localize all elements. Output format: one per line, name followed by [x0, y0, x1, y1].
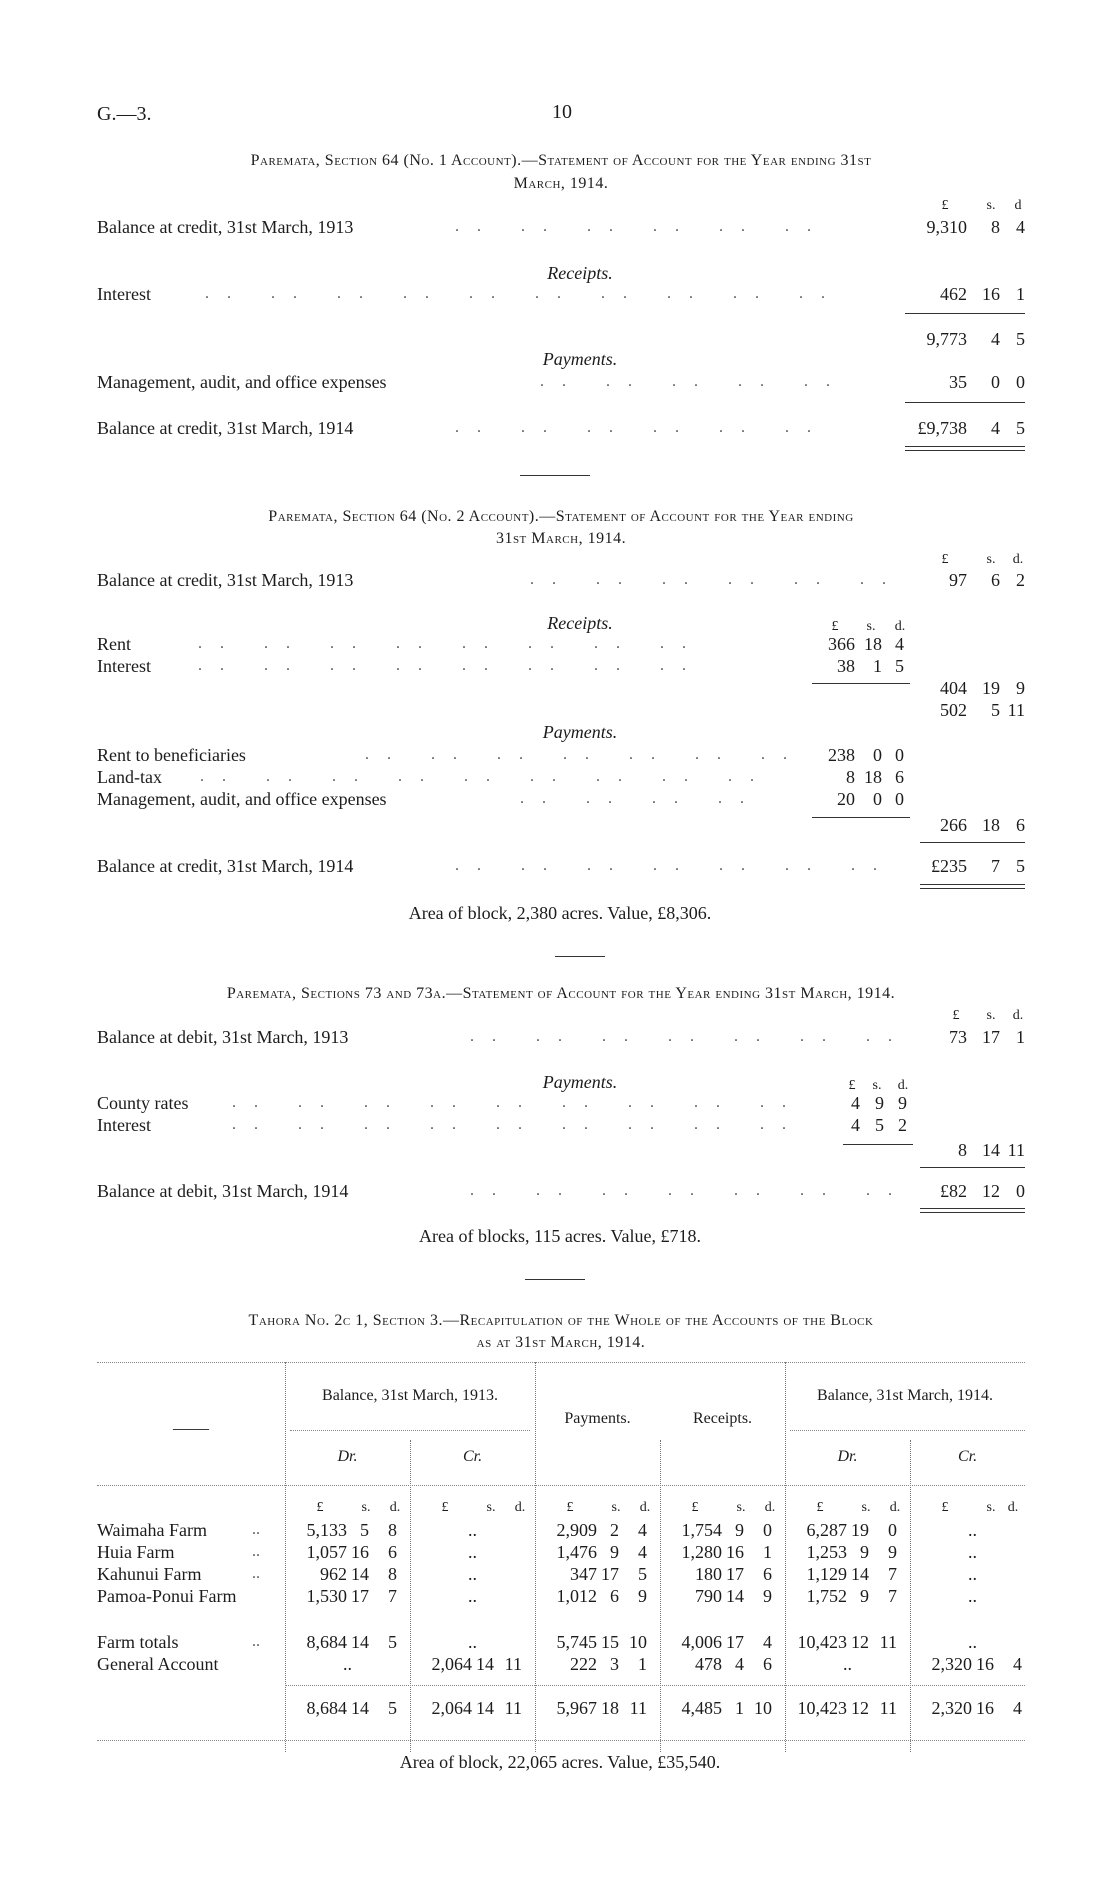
column-rule: [785, 1362, 786, 1752]
unit-shillings: s.: [611, 1500, 621, 1515]
cell-pounds: 962: [320, 1564, 347, 1584]
payments-total-pence: 11: [1007, 1140, 1025, 1160]
page-number: 10: [552, 101, 572, 123]
opening-balance-label: Balance at credit, 31st March, 1913: [97, 217, 354, 237]
cell-shillings: 9: [610, 1542, 619, 1562]
header-dr: Dr.: [837, 1448, 858, 1465]
unit-pence: d.: [639, 1500, 651, 1515]
total-shillings: 18: [601, 1698, 619, 1718]
sum-rule: [843, 1144, 913, 1145]
section-divider: [520, 475, 590, 476]
cell-pounds: 790: [695, 1586, 722, 1606]
cell-pence: 4: [1013, 1654, 1022, 1674]
page-reference: G.—3.: [97, 103, 152, 125]
cell-shillings: 14: [351, 1632, 369, 1652]
receipts-total-pence: 9: [1016, 678, 1025, 698]
receipts-heading: Receipts.: [547, 263, 613, 283]
amount-pence: 5: [895, 656, 904, 676]
area-value-note: Area of block, 22,065 acres. Value, £35,540.: [399, 1752, 721, 1772]
row-label: Farm totals: [97, 1632, 179, 1652]
sum-rule: [905, 402, 1025, 403]
cell-pence: 9: [638, 1586, 647, 1606]
cell-shillings: 9: [860, 1586, 869, 1606]
unit-shillings: s.: [486, 1500, 496, 1515]
empty-cell: ..: [968, 1564, 977, 1584]
unit-pence: d.: [389, 1500, 401, 1515]
amount-shillings: 16: [982, 284, 1000, 304]
unit-shillings: s.: [986, 1500, 996, 1515]
header-cr: Cr.: [957, 1448, 978, 1465]
payments-total-pence: 6: [1016, 815, 1025, 835]
header-cr: Cr.: [462, 1448, 483, 1465]
leader-dots: .. .. .. .. .. .. .. .. ..: [232, 1094, 804, 1111]
amount-pounds: 4: [851, 1093, 860, 1113]
leader-dots: .. .. .. .. .. .. .. .. .. ..: [205, 285, 843, 302]
section-divider: [555, 956, 605, 957]
empty-cell: ..: [843, 1654, 852, 1674]
cell-pounds: 478: [695, 1654, 722, 1674]
cell-pounds: 180: [695, 1564, 722, 1584]
total-pounds: 10,423: [797, 1698, 847, 1718]
amount-pounds: 9,310: [926, 217, 967, 237]
amount-shillings: 18: [864, 634, 882, 654]
amount-shillings: 5: [875, 1115, 884, 1135]
column-rule: [285, 1362, 286, 1752]
double-rule: [905, 450, 1025, 451]
opening-balance-label: Balance at credit, 31st March, 1913: [97, 570, 354, 590]
row-label: Pamoa-Ponui Farm: [97, 1586, 237, 1606]
amount-pounds: 8: [846, 767, 855, 787]
total-pounds: 2,320: [931, 1698, 972, 1718]
cell-pence: 9: [888, 1542, 897, 1562]
cell-pounds: 1,253: [806, 1542, 847, 1562]
cell-pence: 1: [763, 1542, 772, 1562]
cell-shillings: 17: [351, 1586, 369, 1606]
cell-shillings: 17: [726, 1564, 744, 1584]
leader-dots: .. .. .. .. .. ..: [530, 571, 904, 588]
cell-shillings: 15: [601, 1632, 619, 1652]
total-pence: 11: [879, 1698, 897, 1718]
total-pounds: 8,684: [306, 1698, 347, 1718]
amount-pounds: 97: [949, 570, 967, 590]
amount-pence: 1: [1016, 284, 1025, 304]
empty-cell: ..: [468, 1586, 477, 1606]
double-rule: [905, 446, 1025, 447]
payments-total-pounds: 266: [940, 815, 967, 835]
section-title-cont: March, 1914.: [513, 175, 609, 192]
amount-shillings: 1: [873, 656, 882, 676]
leader-dots: .. .. .. .. .. .. ..: [365, 746, 805, 763]
cell-pence: 8: [388, 1520, 397, 1540]
receipts-total-shillings: 19: [982, 678, 1000, 698]
cell-pence: 6: [763, 1564, 772, 1584]
col-head-shillings: s.: [986, 552, 996, 567]
col-head-pence: d.: [1012, 1008, 1024, 1023]
cell-pounds: 2,909: [556, 1520, 597, 1540]
header-receipts: Receipts.: [692, 1410, 753, 1427]
col-head-pounds: £: [848, 1078, 856, 1093]
cell-shillings: 4: [735, 1654, 744, 1674]
cell-pence: 4: [638, 1520, 647, 1540]
sum-rule: [812, 817, 910, 818]
cell-shillings: 2: [610, 1520, 619, 1540]
cell-pence: 10: [629, 1632, 647, 1652]
total-pounds: 2,064: [431, 1698, 472, 1718]
amount-shillings: 6: [991, 570, 1000, 590]
row-label: Waimaha Farm: [97, 1520, 208, 1540]
cell-pence: 9: [763, 1586, 772, 1606]
header-dr: Dr.: [337, 1448, 358, 1465]
unit-pence: d.: [1007, 1500, 1019, 1515]
unit-pounds: £: [691, 1500, 699, 1515]
empty-cell: ..: [968, 1520, 977, 1540]
payment-label: Rent to beneficiaries: [97, 745, 246, 765]
amount-pence: 1: [1016, 1027, 1025, 1047]
cell-shillings: 9: [860, 1542, 869, 1562]
unit-shillings: s.: [361, 1500, 371, 1515]
leader-dots: .. .. .. .. ..: [540, 373, 848, 390]
unit-pence: d.: [764, 1500, 776, 1515]
cell-shillings: 16: [351, 1542, 369, 1562]
cell-pence: 6: [388, 1542, 397, 1562]
amount-shillings: 8: [991, 217, 1000, 237]
cell-shillings: 14: [476, 1654, 494, 1674]
leader-dots: .. .. .. .. .. ..: [455, 419, 829, 436]
header-balance-1913: Balance, 31st March, 1913.: [322, 1387, 498, 1404]
leader-dots: .. .. .. .. .. .. ..: [470, 1028, 910, 1045]
amount-pence: 0: [895, 789, 904, 809]
amount-shillings: 0: [873, 789, 882, 809]
cell-pence: 0: [888, 1520, 897, 1540]
empty-cell: ..: [468, 1542, 477, 1562]
total-shillings: 1: [735, 1698, 744, 1718]
row-label: Kahunui Farm: [97, 1564, 202, 1584]
cell-pounds: 1,280: [681, 1542, 722, 1562]
amount-pounds: 38: [837, 656, 855, 676]
empty-cell: ..: [343, 1654, 352, 1674]
closing-pence: 5: [1016, 418, 1025, 438]
cell-pence: 1: [638, 1654, 647, 1674]
sum-rule: [905, 313, 1025, 314]
cell-shillings: 17: [601, 1564, 619, 1584]
closing-pounds: £235: [931, 856, 967, 876]
totals-rule: [285, 1685, 1025, 1686]
closing-shillings: 7: [991, 856, 1000, 876]
empty-cell: ..: [468, 1564, 477, 1584]
leader-dots: ..: [252, 1521, 260, 1538]
col-head-pence: d.: [897, 1078, 909, 1093]
cell-shillings: 16: [726, 1542, 744, 1562]
leader-dots: .. .. .. .. .. .. ..: [455, 857, 895, 874]
total-pence: 4: [1013, 1698, 1022, 1718]
empty-cell: ..: [468, 1632, 477, 1652]
amount-pence: 9: [898, 1093, 907, 1113]
total-shillings: 12: [851, 1698, 869, 1718]
header-dash: ——: [173, 1418, 209, 1438]
col-head-pence: d.: [1012, 552, 1024, 567]
header-group-rule: [290, 1430, 530, 1431]
subtotal-pounds: 9,773: [926, 329, 967, 349]
closing-shillings: 4: [991, 418, 1000, 438]
section-title: Paremata, Sections 73 and 73a.—Statement of Account for the Year ending 31st March, 1914.: [226, 985, 896, 1002]
interest-label: Interest: [97, 284, 151, 304]
header-bottom-rule: [97, 1485, 1025, 1486]
col-head-pounds: £: [831, 619, 839, 634]
cell-pounds: 6,287: [806, 1520, 847, 1540]
cell-pence: 4: [763, 1632, 772, 1652]
receipts-total-pounds: 404: [940, 678, 967, 698]
running-total-pounds: 502: [940, 700, 967, 720]
section-divider: [525, 1279, 585, 1280]
section-title: Paremata, Section 64 (No. 1 Account).—Statement of Account for the Year ending 31st: [250, 152, 872, 169]
unit-shillings: s.: [861, 1500, 871, 1515]
unit-pounds: £: [941, 1500, 949, 1515]
payments-heading: Payments.: [542, 722, 618, 742]
cell-pounds: 2,064: [431, 1654, 472, 1674]
empty-cell: ..: [968, 1586, 977, 1606]
cell-pounds: 1,012: [556, 1586, 597, 1606]
payment-label: County rates: [97, 1093, 189, 1113]
unit-pounds: £: [441, 1500, 449, 1515]
col-head-pence: d: [1014, 198, 1022, 213]
amount-pence: 6: [895, 767, 904, 787]
row-label: General Account: [97, 1654, 219, 1674]
amount-pounds: 462: [940, 284, 967, 304]
cell-pence: 0: [763, 1520, 772, 1540]
receipt-label: Rent: [97, 634, 131, 654]
amount-pence: 0: [895, 745, 904, 765]
area-value-note: Area of block, 2,380 acres. Value, £8,306.: [408, 903, 712, 923]
amount-pounds: 20: [837, 789, 855, 809]
sum-rule: [920, 842, 1025, 843]
amount-pounds: 35: [949, 372, 967, 392]
closing-pence: 5: [1016, 856, 1025, 876]
cell-shillings: 14: [851, 1564, 869, 1584]
double-rule: [920, 1208, 1025, 1209]
amount-shillings: 9: [875, 1093, 884, 1113]
section-title: Paremata, Section 64 (No. 2 Account).—Statement of Account for the Year ending: [268, 508, 854, 525]
leader-dots: .. .. .. .. .. .. ..: [470, 1182, 910, 1199]
sum-rule: [920, 1167, 1025, 1168]
total-shillings: 14: [476, 1698, 494, 1718]
cell-pounds: 10,423: [797, 1632, 847, 1652]
cell-pence: 5: [638, 1564, 647, 1584]
cell-pounds: 5,745: [556, 1632, 597, 1652]
col-head-pounds: £: [941, 198, 949, 213]
cell-pounds: 1,129: [806, 1564, 847, 1584]
leader-dots: .. .. .. .. .. .. .. .. ..: [200, 768, 772, 785]
section-title-cont: as at 31st March, 1914.: [476, 1334, 646, 1351]
cell-pence: 11: [879, 1632, 897, 1652]
amount-pounds: 4: [851, 1115, 860, 1135]
opening-balance-label: Balance at debit, 31st March, 1913: [97, 1027, 349, 1047]
section-title-cont: 31st March, 1914.: [495, 530, 627, 547]
cell-shillings: 12: [851, 1632, 869, 1652]
cell-shillings: 3: [610, 1654, 619, 1674]
cell-pence: 7: [888, 1564, 897, 1584]
leader-dots: .. .. .. .. .. .. .. ..: [198, 635, 704, 652]
leader-dots: ..: [252, 1543, 260, 1560]
amount-pence: 4: [1016, 217, 1025, 237]
total-pence: 11: [504, 1698, 522, 1718]
cell-pounds: 4,006: [681, 1632, 722, 1652]
col-head-pounds: £: [952, 1008, 960, 1023]
subtotal-pence: 5: [1016, 329, 1025, 349]
unit-pence: d.: [889, 1500, 901, 1515]
leader-dots: ..: [252, 1565, 260, 1582]
amount-pence: 2: [898, 1115, 907, 1135]
leader-dots: ..: [252, 1633, 260, 1650]
payment-label: Interest: [97, 1115, 151, 1135]
amount-pounds: 238: [828, 745, 855, 765]
cell-pounds: 1,530: [306, 1586, 347, 1606]
leader-dots: .. .. .. .. .. .. .. .. ..: [232, 1116, 804, 1133]
leader-dots: .. .. .. .. .. .. .. ..: [198, 657, 704, 674]
payment-label: Land-tax: [97, 767, 162, 787]
cell-shillings: 14: [351, 1564, 369, 1584]
col-head-pounds: £: [941, 552, 949, 567]
cell-shillings: 14: [726, 1586, 744, 1606]
empty-cell: ..: [468, 1520, 477, 1540]
sum-rule: [812, 683, 910, 684]
header-balance-1914: Balance, 31st March, 1914.: [817, 1387, 993, 1404]
cell-pounds: 2,320: [931, 1654, 972, 1674]
row-label: Huia Farm: [97, 1542, 175, 1562]
col-head-shillings: s.: [866, 619, 876, 634]
unit-shillings: s.: [736, 1500, 746, 1515]
closing-pounds: £9,738: [917, 418, 967, 438]
total-shillings: 16: [976, 1698, 994, 1718]
total-pounds: 5,967: [556, 1698, 597, 1718]
payments-total-shillings: 14: [982, 1140, 1000, 1160]
cell-pence: 5: [388, 1632, 397, 1652]
cell-shillings: 5: [360, 1520, 369, 1540]
total-pence: 11: [629, 1698, 647, 1718]
closing-pounds: £82: [940, 1181, 967, 1201]
unit-pence: d.: [514, 1500, 526, 1515]
payments-total-pounds: 8: [958, 1140, 967, 1160]
closing-shillings: 12: [982, 1181, 1000, 1201]
col-head-shillings: s.: [872, 1078, 882, 1093]
cell-pence: 7: [888, 1586, 897, 1606]
cell-shillings: 9: [735, 1520, 744, 1540]
subtotal-shillings: 4: [991, 329, 1000, 349]
amount-pounds: 73: [949, 1027, 967, 1047]
empty-cell: ..: [968, 1632, 977, 1652]
management-expenses-label: Management, audit, and office expenses: [97, 372, 387, 392]
closing-balance-label: Balance at credit, 31st March, 1914: [97, 856, 354, 876]
cell-pence: 7: [388, 1586, 397, 1606]
double-rule: [920, 1212, 1025, 1213]
col-head-shillings: s.: [986, 198, 996, 213]
cell-shillings: 19: [851, 1520, 869, 1540]
header-group-rule: [790, 1430, 1025, 1431]
cell-pence: 8: [388, 1564, 397, 1584]
column-rule: [660, 1440, 661, 1752]
payment-label: Management, audit, and office expenses: [97, 789, 387, 809]
empty-cell: ..: [968, 1542, 977, 1562]
receipt-label: Interest: [97, 656, 151, 676]
receipts-heading: Receipts.: [547, 613, 613, 633]
cell-shillings: 16: [976, 1654, 994, 1674]
total-pence: 5: [388, 1698, 397, 1718]
unit-pounds: £: [566, 1500, 574, 1515]
total-pounds: 4,485: [681, 1698, 722, 1718]
closing-balance-label: Balance at credit, 31st March, 1914: [97, 418, 354, 438]
unit-pounds: £: [316, 1500, 324, 1515]
cell-pounds: 8,684: [306, 1632, 347, 1652]
cell-pounds: 1,752: [806, 1586, 847, 1606]
area-value-note: Area of blocks, 115 acres. Value, £718.: [419, 1226, 701, 1246]
section-title: Tahora No. 2c 1, Section 3.—Recapitulation of the Whole of the Accounts of the Block: [248, 1312, 874, 1329]
cell-pence: 4: [638, 1542, 647, 1562]
total-pence: 10: [754, 1698, 772, 1718]
cell-pence: 11: [504, 1654, 522, 1674]
amount-pence: 0: [1016, 372, 1025, 392]
table-top-rule: [97, 1362, 1025, 1363]
amount-shillings: 0: [873, 745, 882, 765]
payments-total-shillings: 18: [982, 815, 1000, 835]
total-shillings: 14: [351, 1698, 369, 1718]
cell-pounds: 347: [570, 1564, 597, 1584]
double-rule: [920, 888, 1025, 889]
leader-dots: .. .. .. .. .. ..: [455, 218, 829, 235]
closing-pence: 0: [1016, 1181, 1025, 1201]
cell-pounds: 1,476: [556, 1542, 597, 1562]
cell-pounds: 222: [570, 1654, 597, 1674]
col-head-shillings: s.: [986, 1008, 996, 1023]
amount-shillings: 17: [982, 1027, 1000, 1047]
running-total-shillings: 5: [991, 700, 1000, 720]
cell-shillings: 6: [610, 1586, 619, 1606]
closing-balance-label: Balance at debit, 31st March, 1914: [97, 1181, 349, 1201]
payments-heading: Payments.: [542, 1072, 618, 1092]
unit-pounds: £: [816, 1500, 824, 1515]
amount-pence: 4: [895, 634, 904, 654]
running-total-pence: 11: [1007, 700, 1025, 720]
table-bottom-rule: [97, 1740, 1025, 1741]
col-head-pence: d.: [894, 619, 906, 634]
cell-shillings: 17: [726, 1632, 744, 1652]
amount-pounds: 366: [828, 634, 855, 654]
cell-pounds: 1,057: [306, 1542, 347, 1562]
header-payments: Payments.: [564, 1410, 631, 1427]
amount-shillings: 0: [991, 372, 1000, 392]
amount-shillings: 18: [864, 767, 882, 787]
amount-pence: 2: [1016, 570, 1025, 590]
cell-pounds: 5,133: [306, 1520, 347, 1540]
payments-heading: Payments.: [542, 349, 618, 369]
leader-dots: .. .. .. ..: [520, 790, 762, 807]
cell-pence: 6: [763, 1654, 772, 1674]
double-rule: [920, 884, 1025, 885]
cell-pounds: 1,754: [681, 1520, 722, 1540]
